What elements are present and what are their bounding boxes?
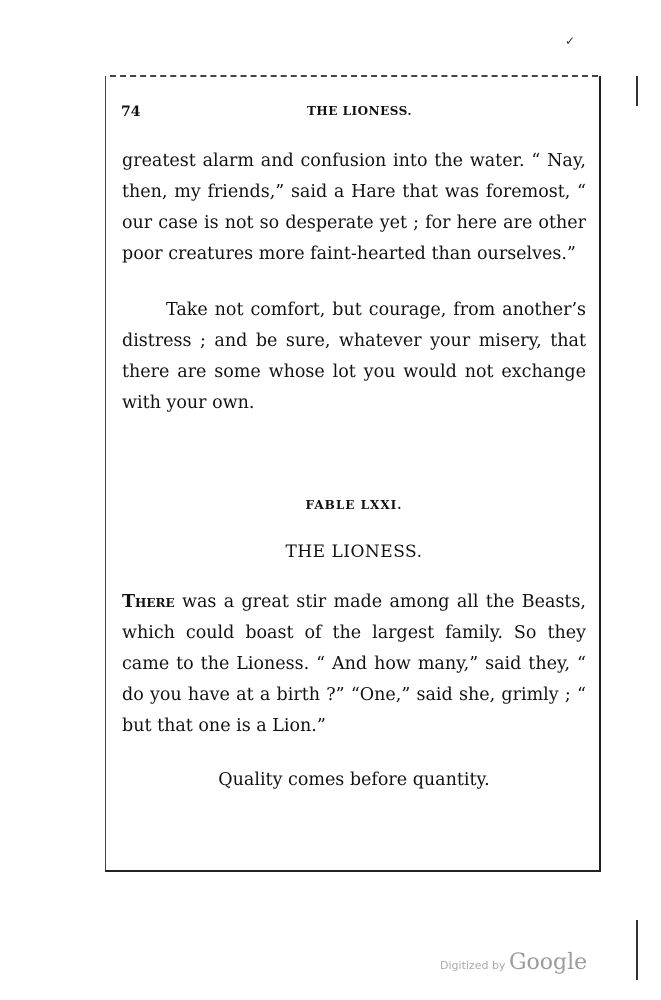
- scan-corner-mark: ✓: [565, 34, 576, 48]
- fable-text: [122, 587, 586, 742]
- paragraph-1: greatest alarm and confusion into the water. “ Nay, then, my friends,” said a Hare that was foremost, “ our case is not so desperate yet ; for here are other poor creatures more faint-hearted than ourselves.”: [122, 151, 586, 264]
- fable-body: was a great stir made among all the Beasts, which could boast of the largest family. So they came to the Lioness. “ And how many,” said they, “ do you have at a birth ?” “One,” said she, grimly ; “ but that one is a Lion.”: [122, 592, 586, 736]
- page-number: 74: [121, 104, 141, 120]
- scan-edge-mark: [636, 76, 638, 106]
- running-title: THE LIONESS.: [307, 104, 413, 118]
- fable-lead-word: There: [122, 592, 175, 612]
- fable-number: FABLE LXXI.: [305, 498, 403, 512]
- scan-edge-mark-lower: [636, 920, 638, 980]
- digitized-watermark: [440, 950, 587, 975]
- running-head: [121, 104, 591, 124]
- paragraph-2: Take not comfort, but courage, from another’s distress ; and be sure, whatever your misery, that there are some whose lot you would not exchange with your own.: [122, 300, 586, 413]
- fable-title: THE LIONESS.: [285, 542, 423, 562]
- watermark-brand: Google: [508, 950, 588, 975]
- fable-moral: Quality comes before quantity.: [218, 770, 490, 790]
- watermark-prefix: Digitized by: [440, 959, 509, 972]
